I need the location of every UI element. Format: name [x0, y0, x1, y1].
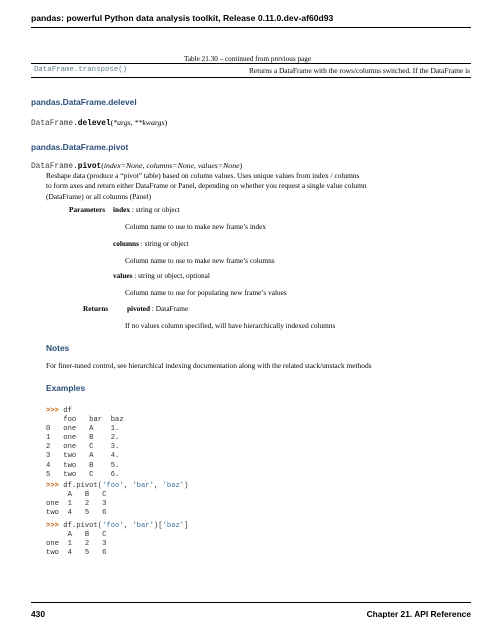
code-string: 'bar' — [132, 522, 154, 530]
code-string: 'foo' — [102, 522, 124, 530]
table-row — [31, 63, 471, 78]
code-string: 'foo' — [102, 482, 124, 490]
chapter-title: Chapter 21. API Reference — [366, 609, 471, 619]
pivot-sig-class: DataFrame. — [31, 163, 78, 171]
delevel-sig-class: DataFrame. — [31, 120, 78, 128]
param-type: : string or object — [130, 205, 180, 214]
delevel-sig-args: *args, **kwargs — [113, 118, 165, 127]
code-command: df.pivot( — [63, 522, 103, 530]
param-name: values — [113, 271, 133, 280]
notes-text: For finer-tuned control, see hierarchical indexing documentation along with the related stack/unstack methods — [46, 361, 372, 370]
pivot-description — [46, 171, 367, 202]
code-block-3 — [46, 522, 188, 558]
code-output-line: A B C — [46, 491, 107, 500]
param-description: Column name to use to make new frame’s index — [125, 222, 267, 231]
running-header: pandas: powerful Python data analysis toolkit, Release 0.11.0.dev-af60d93 — [31, 13, 334, 23]
param-description: Column name to use for populating new frame’s values — [125, 288, 287, 297]
code-command: df.pivot( — [63, 482, 103, 490]
param-name: index — [113, 205, 131, 214]
delevel-sig-name: delevel — [77, 120, 111, 128]
code-prompt: >>> — [46, 522, 59, 530]
code-prompt: >>> — [46, 407, 59, 415]
examples-title: Examples — [46, 383, 86, 393]
returns-description: If no values column specified, will have hierarchically indexed columns — [125, 321, 336, 330]
returns-label: Returns — [83, 304, 109, 313]
page-number: 430 — [31, 609, 45, 619]
code-line: >>> df.pivot('foo', 'bar', 'baz') — [46, 482, 189, 490]
code-output-line: two 4 5 6 — [46, 509, 107, 518]
returns-type: : DataFrame — [150, 304, 189, 313]
code-output-line: one 1 2 3 — [46, 500, 107, 509]
returns-name: pivoted — [127, 304, 151, 313]
returns-value — [127, 304, 188, 313]
table-method-link[interactable]: DataFrame.transpose() — [34, 66, 128, 74]
pivot-section-title: pandas.DataFrame.pivot — [31, 142, 129, 152]
code-output-line: 4 two B 5. — [46, 461, 120, 470]
code-prompt: >>> — [46, 482, 59, 490]
notes-title: Notes — [46, 343, 70, 353]
param-description: Column name to use to make new frame’s columns — [125, 256, 275, 265]
parameters-label: Parameters — [69, 205, 106, 214]
delevel-signature: DataFrame.delevel(*args, **kwargs) — [31, 118, 168, 128]
footer-rule — [31, 602, 471, 603]
pivot-description-line: Reshape data (produce a “pivot” table) based on column values. Uses unique values from index / columns — [46, 171, 360, 180]
code-output-line: 3 two A 4. — [46, 452, 120, 461]
code-output-line: 1 one B 2. — [46, 434, 120, 443]
code-line — [46, 407, 124, 416]
param-index — [113, 205, 180, 214]
code-command: df — [63, 407, 72, 415]
code-output-line: one 1 2 3 — [46, 540, 107, 549]
pivot-sig-name: pivot — [77, 163, 102, 171]
delevel-section-title: pandas.DataFrame.delevel — [31, 97, 137, 107]
code-string: 'bar' — [132, 482, 154, 490]
code-line: >>> df.pivot('foo', 'bar')['baz'] — [46, 522, 189, 530]
code-output-line: two 4 5 6 — [46, 549, 107, 558]
code-output-line: 0 one A 1. — [46, 425, 120, 434]
pivot-description-line: to form axes and return either DataFrame or Panel, depending on whether you request a single value column — [46, 181, 367, 191]
code-output-line: foo bar baz — [46, 416, 124, 425]
code-block-2 — [46, 482, 188, 518]
table-method-description: Returns a DataFrame with the rows/columns switched. If the DataFrame is — [249, 66, 471, 75]
table-caption: Table 21.30 – continued from previous page — [183, 55, 312, 63]
param-type: : string or object, optional — [132, 271, 210, 280]
code-output-line: 2 one C 3. — [46, 443, 120, 452]
param-name: columns — [113, 239, 139, 248]
code-string: 'baz' — [162, 522, 185, 530]
param-values — [113, 271, 210, 280]
header-rule — [31, 27, 471, 28]
code-output-line: 5 two C 6. — [46, 470, 120, 479]
pivot-description-line: (DataFrame) or all columns (Panel) — [46, 191, 152, 201]
param-columns — [113, 239, 189, 248]
code-block-1 — [46, 407, 124, 480]
pivot-sig-args: index=None, columns=None, values=None — [103, 161, 240, 170]
code-string: 'baz' — [162, 482, 185, 490]
code-output-line: A B C — [46, 531, 107, 540]
pivot-signature: DataFrame.pivot(index=None, columns=None, values=None) — [31, 161, 243, 171]
param-type: : string or object — [138, 239, 189, 248]
